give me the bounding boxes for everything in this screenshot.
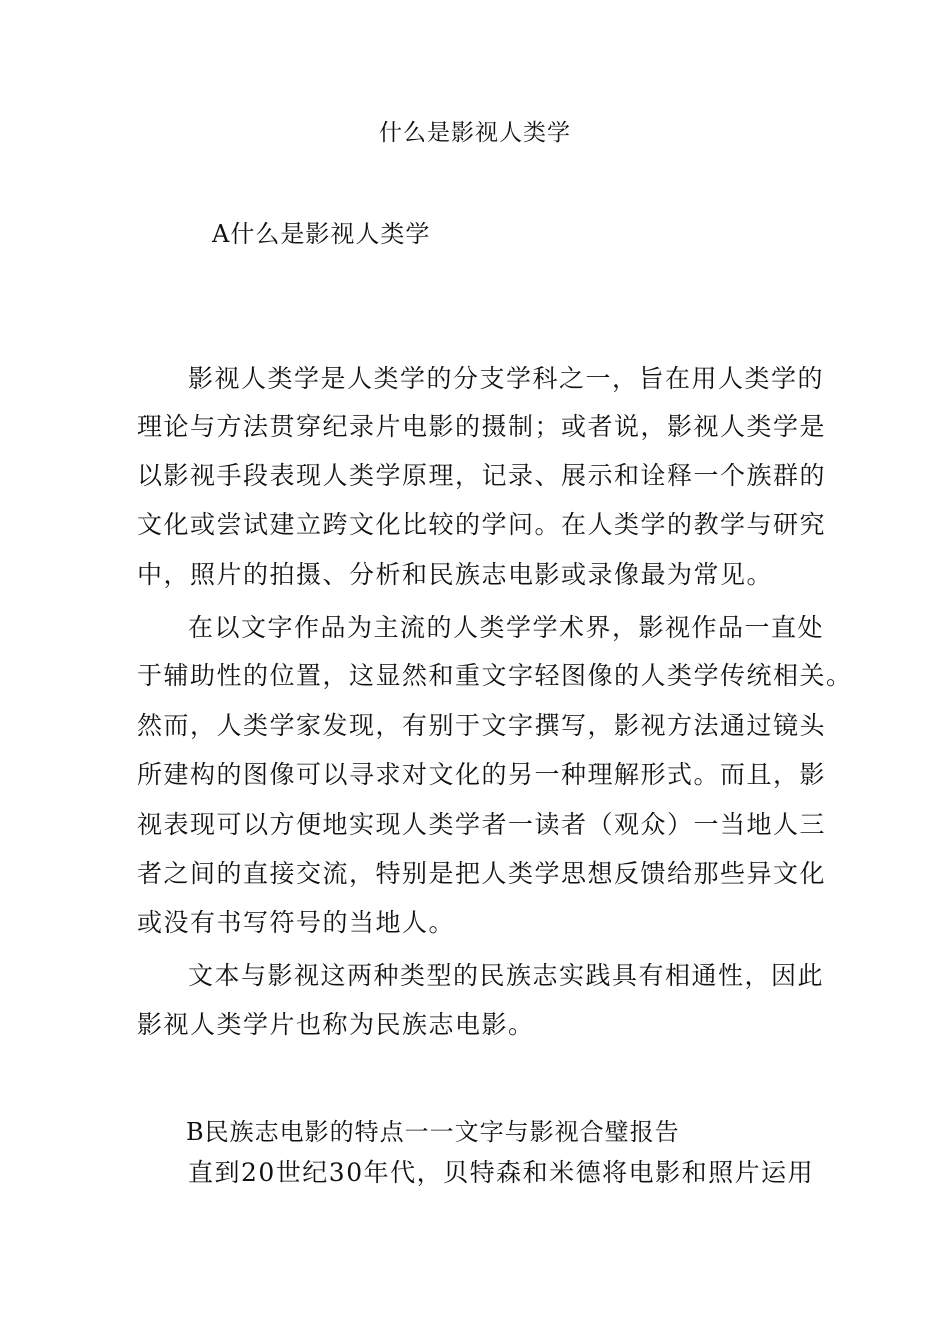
paragraph-line: 直到20世纪30年代，贝特森和米德将电影和照片运用 [188, 1158, 815, 1187]
paragraph-line: 视表现可以方便地实现人类学者一读者（观众）一当地人三 [137, 810, 827, 839]
paragraph-line: 影视人类学是人类学的分支学科之一，旨在用人类学的 [188, 364, 825, 393]
paragraph-line: 文化或尝试建立跨文化比较的学问。在人类学的教学与研究 [137, 510, 827, 539]
paragraph-line: 以影视手段表现人类学原理，记录、展示和诠释一个族群的 [137, 461, 827, 490]
paragraph-line: 然而，人类学家发现，有别于文字撰写，影视方法通过镜头 [137, 711, 827, 740]
section-b-heading: B民族志电影的特点一一文字与影视合璧报告 [186, 1118, 680, 1146]
section-a-heading: A什么是影视人类学 [212, 220, 431, 248]
paragraph-line: 文本与影视这两种类型的民族志实践具有相通性，因此 [188, 961, 825, 990]
paragraph-line: 所建构的图像可以寻求对文化的另一种理解形式。而且，影 [137, 760, 827, 789]
paragraph-line: 在以文字作品为主流的人类学学术界，影视作品一直处 [188, 613, 825, 642]
paragraph-line: 理论与方法贯穿纪录片电影的摄制；或者说，影视人类学是 [137, 412, 827, 441]
paragraph-line: 或没有书写符号的当地人。 [137, 908, 456, 937]
paragraph-line: 于辅助性的位置，这显然和重文字轻图像的人类学传统相关。 [137, 661, 853, 690]
document-title: 什么是影视人类学 [379, 120, 571, 146]
paragraph-line: 影视人类学片也称为民族志电影。 [137, 1010, 535, 1039]
paragraph-line: 者之间的直接交流，特别是把人类学思想反馈给那些异文化 [137, 859, 827, 888]
paragraph-line: 中，照片的拍摄、分析和民族志电影或录像最为常见。 [137, 560, 774, 589]
